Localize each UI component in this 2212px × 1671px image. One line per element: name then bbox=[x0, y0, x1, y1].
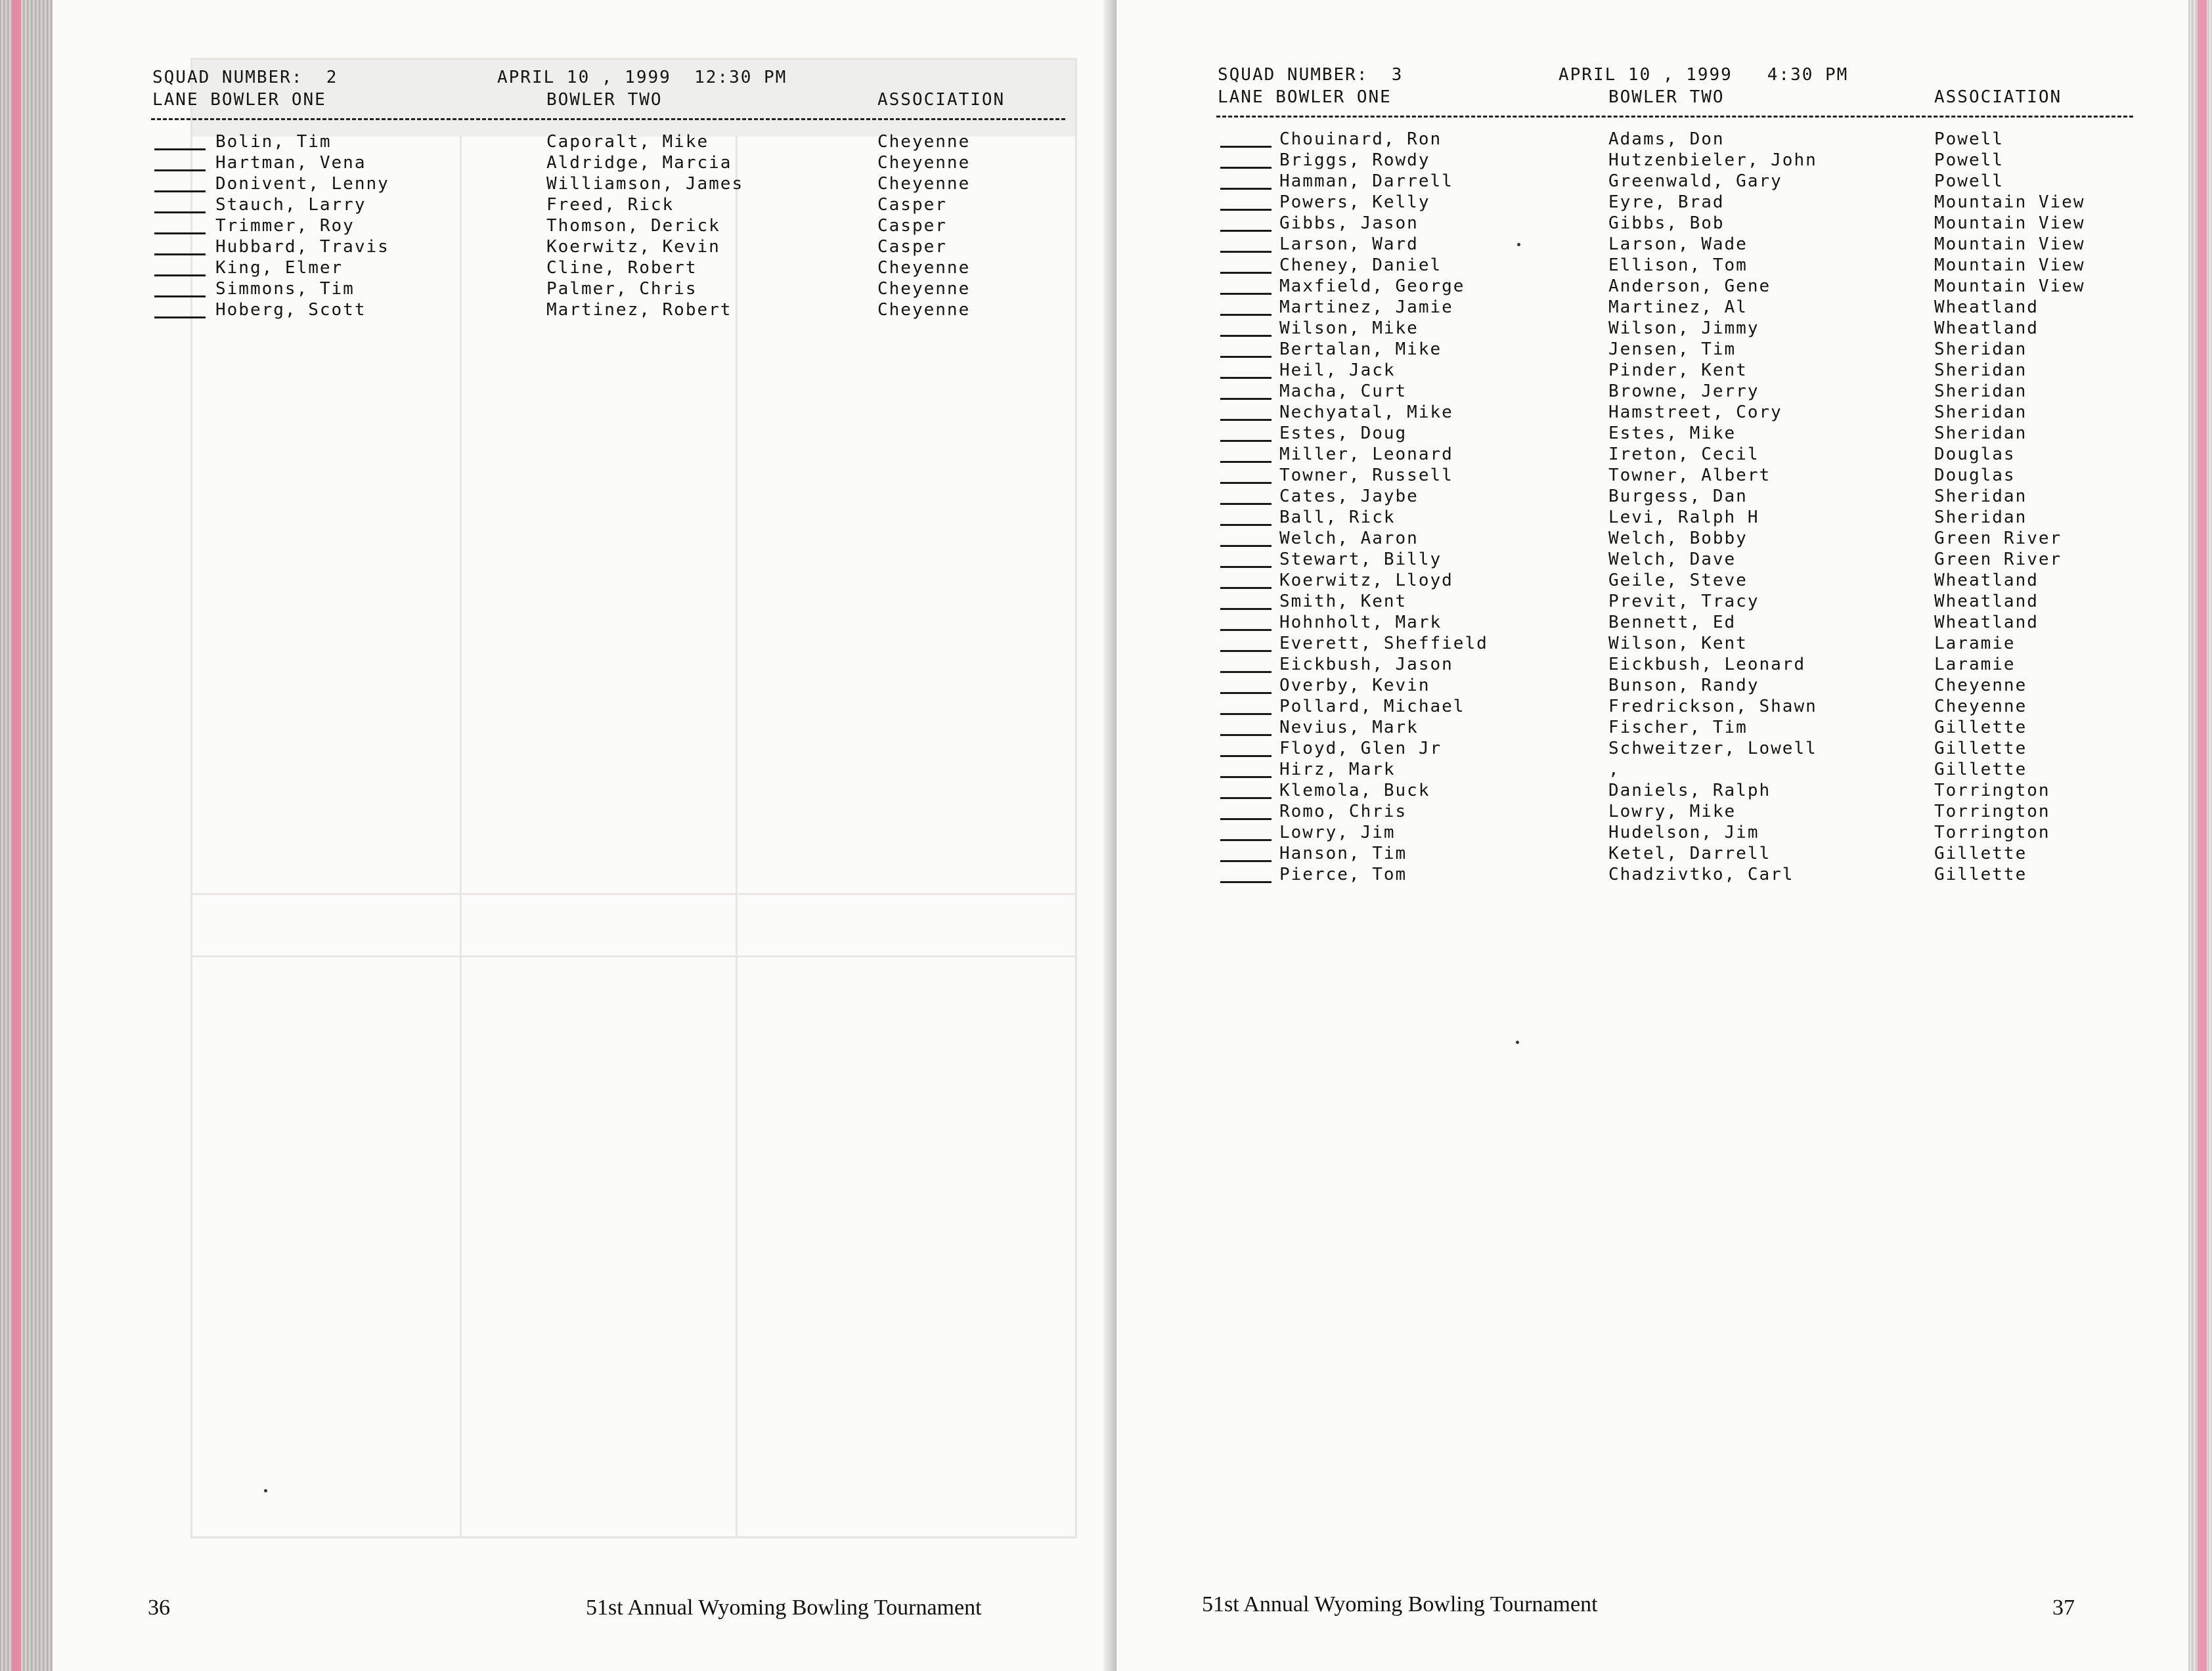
bowler-one: Nevius, Mark bbox=[1279, 718, 1419, 737]
association: Gillette bbox=[1934, 739, 2027, 758]
col-association: ASSOCIATION bbox=[1934, 87, 2062, 107]
bowler-one: Stewart, Billy bbox=[1279, 550, 1442, 569]
lane-blank bbox=[1220, 671, 1272, 673]
speck bbox=[1517, 243, 1520, 246]
lane-blank bbox=[1220, 272, 1272, 274]
bowler-two: Wilson, Kent bbox=[1608, 634, 1748, 653]
page-number: 37 bbox=[2052, 1595, 2075, 1620]
association: Cheyenne bbox=[877, 279, 971, 299]
association: Gillette bbox=[1934, 760, 2027, 779]
pink-cover-edge-right bbox=[2198, 0, 2207, 1671]
show-through-divider bbox=[192, 955, 1075, 957]
bowler-two: Hamstreet, Cory bbox=[1608, 402, 1782, 422]
association: Gillette bbox=[1934, 844, 2027, 863]
bowler-two: Bennett, Ed bbox=[1608, 613, 1736, 632]
bowler-two: Ellison, Tom bbox=[1608, 255, 1748, 275]
squad-number: SQUAD NUMBER: 3 bbox=[1218, 65, 1404, 85]
bowler-one: Estes, Doug bbox=[1279, 423, 1407, 443]
association: Torrington bbox=[1934, 781, 2050, 800]
bowler-one: Pollard, Michael bbox=[1279, 697, 1465, 716]
lane-blank bbox=[1220, 629, 1272, 631]
bowler-two: Larson, Wade bbox=[1608, 234, 1748, 254]
association: Wheatland bbox=[1934, 318, 2039, 338]
lane-blank bbox=[154, 274, 206, 276]
association: Powell bbox=[1934, 150, 2004, 170]
association: Sheridan bbox=[1934, 381, 2027, 401]
lane-blank bbox=[1220, 566, 1272, 568]
bowler-one: Hubbard, Travis bbox=[215, 237, 389, 257]
association: Torrington bbox=[1934, 802, 2050, 821]
lane-blank bbox=[1220, 398, 1272, 400]
lane-blank bbox=[1220, 545, 1272, 547]
bowler-two: Martinez, Al bbox=[1608, 297, 1748, 317]
association: Mountain View bbox=[1934, 192, 2085, 212]
lane-blank bbox=[1220, 335, 1272, 337]
lane-blank bbox=[154, 295, 206, 297]
bowler-one: Lowry, Jim bbox=[1279, 823, 1396, 842]
squad-number: SQUAD NUMBER: 2 bbox=[152, 68, 338, 87]
bowler-one: Donivent, Lenny bbox=[215, 174, 389, 194]
show-through-divider bbox=[460, 137, 462, 1538]
bowler-one: Ball, Rick bbox=[1279, 508, 1396, 527]
bowler-two: Daniels, Ralph bbox=[1608, 781, 1771, 800]
lane-blank bbox=[1220, 860, 1272, 862]
bowler-one: Towner, Russell bbox=[1279, 466, 1453, 485]
association: Cheyenne bbox=[1934, 697, 2027, 716]
lane-blank bbox=[1220, 188, 1272, 190]
bowler-two: Anderson, Gene bbox=[1608, 276, 1771, 296]
bowler-one: Hanson, Tim bbox=[1279, 844, 1407, 863]
bowler-two: Wilson, Jimmy bbox=[1608, 318, 1759, 338]
lane-blank bbox=[1220, 251, 1272, 253]
bowler-two: Ketel, Darrell bbox=[1608, 844, 1771, 863]
bowler-one: Bolin, Tim bbox=[215, 132, 332, 152]
association: Casper bbox=[877, 195, 947, 215]
lane-blank bbox=[154, 232, 206, 234]
association: Laramie bbox=[1934, 634, 2016, 653]
bowler-one: Simmons, Tim bbox=[215, 279, 355, 299]
right-page bbox=[1117, 0, 2188, 1671]
bowler-two: Ireton, Cecil bbox=[1608, 445, 1759, 464]
bowler-two: Palmer, Chris bbox=[546, 279, 697, 299]
col-lane-bowler-one: LANE BOWLER ONE bbox=[152, 90, 326, 110]
bowler-two: Eickbush, Leonard bbox=[1608, 655, 1806, 674]
lane-blank bbox=[1220, 692, 1272, 694]
association: Douglas bbox=[1934, 466, 2016, 485]
bowler-two: Estes, Mike bbox=[1608, 423, 1736, 443]
bowler-two: , bbox=[1608, 760, 1620, 779]
speck bbox=[1516, 1041, 1519, 1044]
lane-blank bbox=[1220, 482, 1272, 484]
bowler-one: Eickbush, Jason bbox=[1279, 655, 1453, 674]
page-number: 36 bbox=[148, 1595, 170, 1620]
page-edges-left bbox=[0, 0, 53, 1671]
association: Sheridan bbox=[1934, 402, 2027, 422]
bowler-two: Thomson, Derick bbox=[546, 216, 720, 236]
bowler-two: Adams, Don bbox=[1608, 129, 1725, 149]
bowler-one: Trimmer, Roy bbox=[215, 216, 355, 236]
bowler-one: Martinez, Jamie bbox=[1279, 297, 1453, 317]
bowler-two: Pinder, Kent bbox=[1608, 360, 1748, 380]
lane-blank bbox=[1220, 755, 1272, 757]
bowler-two: Geile, Steve bbox=[1608, 571, 1748, 590]
bowler-one: Klemola, Buck bbox=[1279, 781, 1430, 800]
association: Powell bbox=[1934, 129, 2004, 149]
bowler-two: Welch, Bobby bbox=[1608, 529, 1748, 548]
association: Cheyenne bbox=[877, 174, 971, 194]
bowler-one: Maxfield, George bbox=[1279, 276, 1465, 296]
left-page bbox=[53, 0, 1117, 1671]
squad-datetime: APRIL 10 , 1999 4:30 PM bbox=[1559, 65, 1849, 85]
association: Wheatland bbox=[1934, 613, 2039, 632]
show-through-divider bbox=[192, 893, 1075, 895]
lane-blank bbox=[1220, 734, 1272, 736]
lane-blank bbox=[1220, 776, 1272, 778]
bowler-one: Stauch, Larry bbox=[215, 195, 366, 215]
bowler-two: Schweitzer, Lowell bbox=[1608, 739, 1817, 758]
bowler-two: Chadzivtko, Carl bbox=[1608, 865, 1794, 884]
bowler-two: Freed, Rick bbox=[546, 195, 675, 215]
bowler-one: Powers, Kelly bbox=[1279, 192, 1430, 212]
bowler-one: Smith, Kent bbox=[1279, 592, 1407, 611]
lane-blank bbox=[1220, 818, 1272, 820]
association: Mountain View bbox=[1934, 213, 2085, 233]
bowler-one: King, Elmer bbox=[215, 258, 343, 278]
lane-blank bbox=[1220, 587, 1272, 589]
lane-blank bbox=[154, 211, 206, 213]
association: Torrington bbox=[1934, 823, 2050, 842]
association: Mountain View bbox=[1934, 276, 2085, 296]
association: Sheridan bbox=[1934, 360, 2027, 380]
lane-blank bbox=[1220, 419, 1272, 421]
bowler-two: Bunson, Randy bbox=[1608, 676, 1759, 695]
bowler-two: Eyre, Brad bbox=[1608, 192, 1725, 212]
bowler-one: Gibbs, Jason bbox=[1279, 213, 1419, 233]
bowler-two: Fredrickson, Shawn bbox=[1608, 697, 1817, 716]
bowler-two: Lowry, Mike bbox=[1608, 802, 1736, 821]
bowler-two: Towner, Albert bbox=[1608, 466, 1771, 485]
pink-cover-edge-left bbox=[12, 0, 21, 1671]
speck bbox=[264, 1489, 267, 1492]
bowler-one: Hartman, Vena bbox=[215, 153, 366, 173]
association: Mountain View bbox=[1934, 234, 2085, 254]
show-through-divider bbox=[736, 137, 738, 1538]
col-lane-bowler-one: LANE BOWLER ONE bbox=[1218, 87, 1392, 107]
association: Gillette bbox=[1934, 865, 2027, 884]
association: Cheyenne bbox=[1934, 676, 2027, 695]
bowler-two: Williamson, James bbox=[546, 174, 744, 194]
bowler-one: Heil, Jack bbox=[1279, 360, 1396, 380]
lane-blank bbox=[1220, 608, 1272, 610]
lane-blank bbox=[1220, 356, 1272, 358]
bowler-two: Cline, Robert bbox=[546, 258, 697, 278]
footer-title: 51st Annual Wyoming Bowling Tournament bbox=[586, 1595, 982, 1620]
bowler-one: Welch, Aaron bbox=[1279, 529, 1419, 548]
bowler-one: Hohnholt, Mark bbox=[1279, 613, 1442, 632]
lane-blank bbox=[1220, 167, 1272, 169]
lane-blank bbox=[1220, 230, 1272, 232]
association: Green River bbox=[1934, 550, 2062, 569]
lane-blank bbox=[1220, 293, 1272, 295]
association: Powell bbox=[1934, 171, 2004, 191]
bowler-two: Aldridge, Marcia bbox=[546, 153, 732, 173]
lane-blank bbox=[1220, 650, 1272, 652]
association: Sheridan bbox=[1934, 487, 2027, 506]
col-association: ASSOCIATION bbox=[877, 90, 1006, 110]
bowler-two: Gibbs, Bob bbox=[1608, 213, 1725, 233]
bowler-two: Greenwald, Gary bbox=[1608, 171, 1782, 191]
lane-blank bbox=[1220, 839, 1272, 841]
association: Douglas bbox=[1934, 445, 2016, 464]
bowler-one: Pierce, Tom bbox=[1279, 865, 1407, 884]
lane-blank bbox=[1220, 503, 1272, 505]
bowler-two: Hutzenbieler, John bbox=[1608, 150, 1817, 170]
bowler-one: Hamman, Darrell bbox=[1279, 171, 1453, 191]
association: Green River bbox=[1934, 529, 2062, 548]
association: Cheyenne bbox=[877, 300, 971, 320]
lane-blank bbox=[1220, 797, 1272, 799]
association: Mountain View bbox=[1934, 255, 2085, 275]
bowler-one: Bertalan, Mike bbox=[1279, 339, 1442, 359]
association: Laramie bbox=[1934, 655, 2016, 674]
bowler-one: Cheney, Daniel bbox=[1279, 255, 1442, 275]
bowler-two: Jensen, Tim bbox=[1608, 339, 1736, 359]
bowler-one: Macha, Curt bbox=[1279, 381, 1407, 401]
bowler-one: Everett, Sheffield bbox=[1279, 634, 1488, 653]
association: Wheatland bbox=[1934, 297, 2039, 317]
bowler-one: Romo, Chris bbox=[1279, 802, 1407, 821]
bowler-one: Miller, Leonard bbox=[1279, 445, 1453, 464]
lane-blank bbox=[1220, 377, 1272, 379]
bowler-one: Cates, Jaybe bbox=[1279, 487, 1419, 506]
association: Sheridan bbox=[1934, 339, 2027, 359]
lane-blank bbox=[1220, 713, 1272, 715]
bowler-two: Koerwitz, Kevin bbox=[546, 237, 720, 257]
col-bowler-two: BOWLER TWO bbox=[546, 90, 663, 110]
association: Cheyenne bbox=[877, 132, 971, 152]
association: Sheridan bbox=[1934, 423, 2027, 443]
bowler-two: Browne, Jerry bbox=[1608, 381, 1759, 401]
association: Wheatland bbox=[1934, 592, 2039, 611]
squad-datetime: APRIL 10 , 1999 12:30 PM bbox=[497, 68, 787, 87]
lane-blank bbox=[1220, 146, 1272, 148]
association: Casper bbox=[877, 237, 947, 257]
lane-blank bbox=[154, 169, 206, 171]
bowler-one: Hoberg, Scott bbox=[215, 300, 366, 320]
bowler-two: Fischer, Tim bbox=[1608, 718, 1748, 737]
bowler-two: Levi, Ralph H bbox=[1608, 508, 1759, 527]
bowler-one: Larson, Ward bbox=[1279, 234, 1419, 254]
bowler-two: Burgess, Dan bbox=[1608, 487, 1748, 506]
bowler-one: Overby, Kevin bbox=[1279, 676, 1430, 695]
lane-blank bbox=[154, 253, 206, 255]
association: Sheridan bbox=[1934, 508, 2027, 527]
bowler-one: Koerwitz, Lloyd bbox=[1279, 571, 1453, 590]
bowler-two: Welch, Dave bbox=[1608, 550, 1736, 569]
col-bowler-two: BOWLER TWO bbox=[1608, 87, 1725, 107]
bowler-two: Hudelson, Jim bbox=[1608, 823, 1759, 842]
association: Wheatland bbox=[1934, 571, 2039, 590]
header-rule bbox=[151, 118, 1065, 120]
bowler-one: Nechyatal, Mike bbox=[1279, 402, 1453, 422]
lane-blank bbox=[1220, 209, 1272, 211]
bowler-one: Briggs, Rowdy bbox=[1279, 150, 1430, 170]
bowler-two: Martinez, Robert bbox=[546, 300, 732, 320]
lane-blank bbox=[1220, 314, 1272, 316]
lane-blank bbox=[154, 316, 206, 318]
bowler-one: Chouinard, Ron bbox=[1279, 129, 1442, 149]
association: Gillette bbox=[1934, 718, 2027, 737]
lane-blank bbox=[1220, 440, 1272, 442]
lane-blank bbox=[1220, 881, 1272, 883]
association: Cheyenne bbox=[877, 153, 971, 173]
header-rule bbox=[1216, 116, 2133, 118]
association: Casper bbox=[877, 216, 947, 236]
lane-blank bbox=[154, 190, 206, 192]
lane-blank bbox=[154, 148, 206, 150]
bowler-one: Hirz, Mark bbox=[1279, 760, 1396, 779]
bowler-one: Wilson, Mike bbox=[1279, 318, 1419, 338]
lane-blank bbox=[1220, 524, 1272, 526]
bowler-two: Previt, Tracy bbox=[1608, 592, 1759, 611]
association: Cheyenne bbox=[877, 258, 971, 278]
footer-title: 51st Annual Wyoming Bowling Tournament bbox=[1202, 1592, 1598, 1617]
lane-blank bbox=[1220, 461, 1272, 463]
bowler-one: Floyd, Glen Jr bbox=[1279, 739, 1442, 758]
bowler-two: Caporalt, Mike bbox=[546, 132, 709, 152]
